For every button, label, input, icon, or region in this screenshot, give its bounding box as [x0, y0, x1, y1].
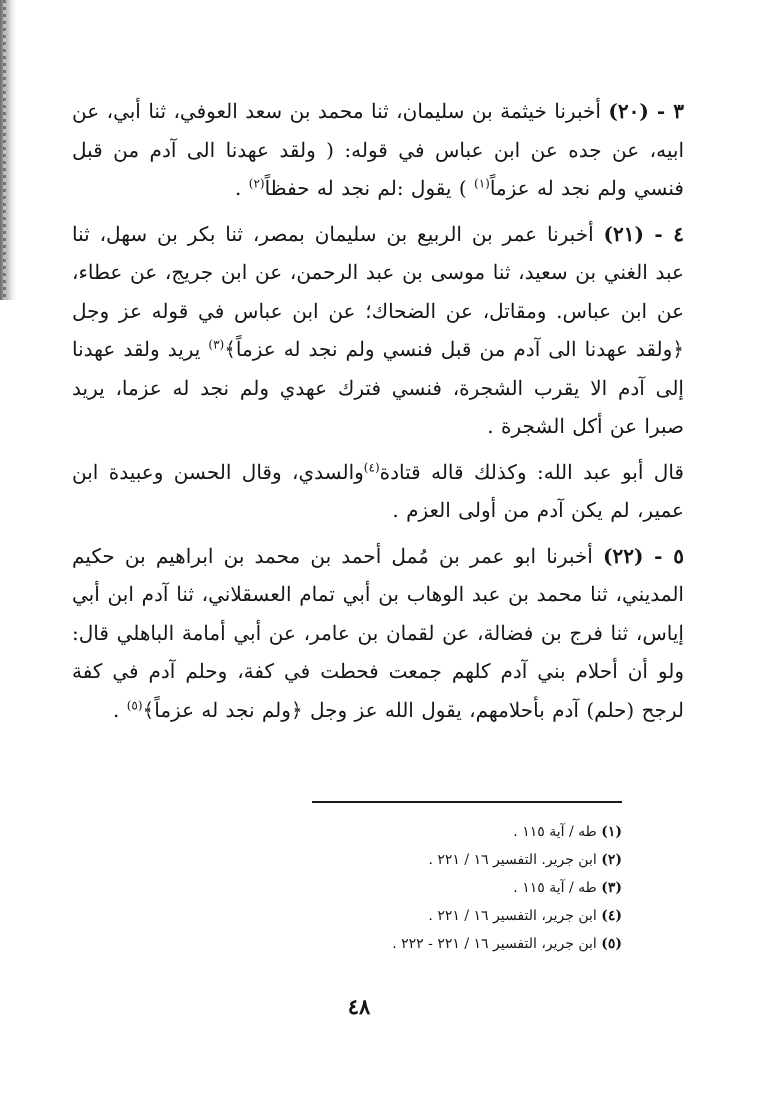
paragraph-abu-abdullah-note [72, 453, 684, 530]
footnote-reference: (٢) [248, 176, 265, 191]
main-text [72, 92, 684, 729]
paragraph-text: أخبرنا ابو عمر بن مُمل أحمد بن محمد بن ابراهيم بن حكيم المديني، ثنا محمد بن عبد الوهاب بن أبي تمام العسقلاني، ثنا آدم ابن أبي إياس، ثنا فرج بن فضالة، عن لقمان بن عامر، عن أبي أمامة الباهلي قال: ولو أن أحلام بني آدم كلهم جمعت فحطت في كفة، وحلم آدم في كفة لرجح (حلم) آدم بأحلامهم، يقول الله عز وجل ﴿ولم نجد له عزماً﴾ [72, 543, 684, 722]
narration-number: ٤ - (٢١) [603, 221, 684, 246]
footnote-reference: (٤) [363, 459, 380, 474]
footnote-mark: (١) [601, 824, 622, 840]
footnote-text: ابن جرير. التفسير ١٦ / ٢٢١ . [428, 852, 602, 868]
paragraph-narration-20 [72, 92, 684, 208]
footnote-item [250, 874, 622, 902]
paragraph-text: يريد ولقد عهدنا إلى آدم الا يقرب الشجرة، فنسي فترك عهدي ولم نجد له عزما، يريد صبرا عن أكل الشجرة . [72, 337, 684, 438]
paragraph-text: أخبرنا عمر بن الربيع بن سليمان بمصر، ثنا بكر بن سهل، ثنا عبد الغني بن سعيد، ثنا موسى بن عبد الرحمن، عن ابن جريج، عن عطاء، عن ابن عباس. ومقاتل، عن الضحاك؛ عن ابن عباس في قوله عز وجل ﴿ولقد عهدنا الى آدم من قبل فنسي ولم نجد له عزماً﴾ [72, 221, 684, 361]
narration-number: ٣ - (٢٠) [608, 99, 684, 123]
paragraph-text: والسدي، وقال الحسن وعبيدة ابن عمير، لم يكن آدم من أولى العزم . [72, 459, 684, 522]
scan-binding-shadow [0, 0, 16, 300]
footnote-divider [312, 801, 622, 803]
footnote-item [250, 902, 622, 930]
footnote-mark: (٤) [601, 908, 622, 924]
footnote-mark: (٢) [601, 852, 622, 868]
paragraph-text: ) يقول :لم نجد له حفظاً [264, 176, 474, 200]
footnote-item [250, 930, 622, 958]
footnote-text: ابن جرير، التفسير ١٦ / ٢٢١ - ٢٢٢ . [392, 936, 602, 952]
paragraph-narration-21 [72, 215, 684, 446]
footnote-mark: (٥) [601, 936, 622, 952]
paragraph-text: . [112, 697, 127, 722]
paragraph-text: قال أبو عبد الله: وكذلك قاله قتادة [379, 459, 684, 484]
footnote-reference: (٣) [208, 337, 225, 352]
page-number: ٤٨ [347, 994, 371, 1019]
paragraph-text: . [235, 176, 249, 200]
footnote-mark: (٣) [601, 880, 622, 896]
footnote-reference: (١) [474, 176, 490, 191]
footnote-item [250, 818, 622, 846]
footnote-text: ابن جرير، التفسير ١٦ / ٢٢١ . [428, 908, 602, 924]
paragraph-narration-22 [72, 537, 684, 730]
footnote-text: طه / آية ١١٥ . [513, 880, 602, 896]
footnote-text: طه / آية ١١٥ . [513, 824, 602, 840]
footnotes [250, 818, 622, 958]
footnote-reference: (٥) [126, 697, 143, 712]
narration-number: ٥ - (٢٢) [603, 543, 684, 568]
paragraph-text: أخبرنا خيثمة بن سليمان، ثنا محمد بن سعد العوفي، ثنا أبي، عن ابيه، عن جده عن ابن عباس في قوله: ( ولقد عهدنا الى آدم من قبل فنسي ولم نجد له عزماً [72, 99, 684, 200]
footnote-item [250, 846, 622, 874]
